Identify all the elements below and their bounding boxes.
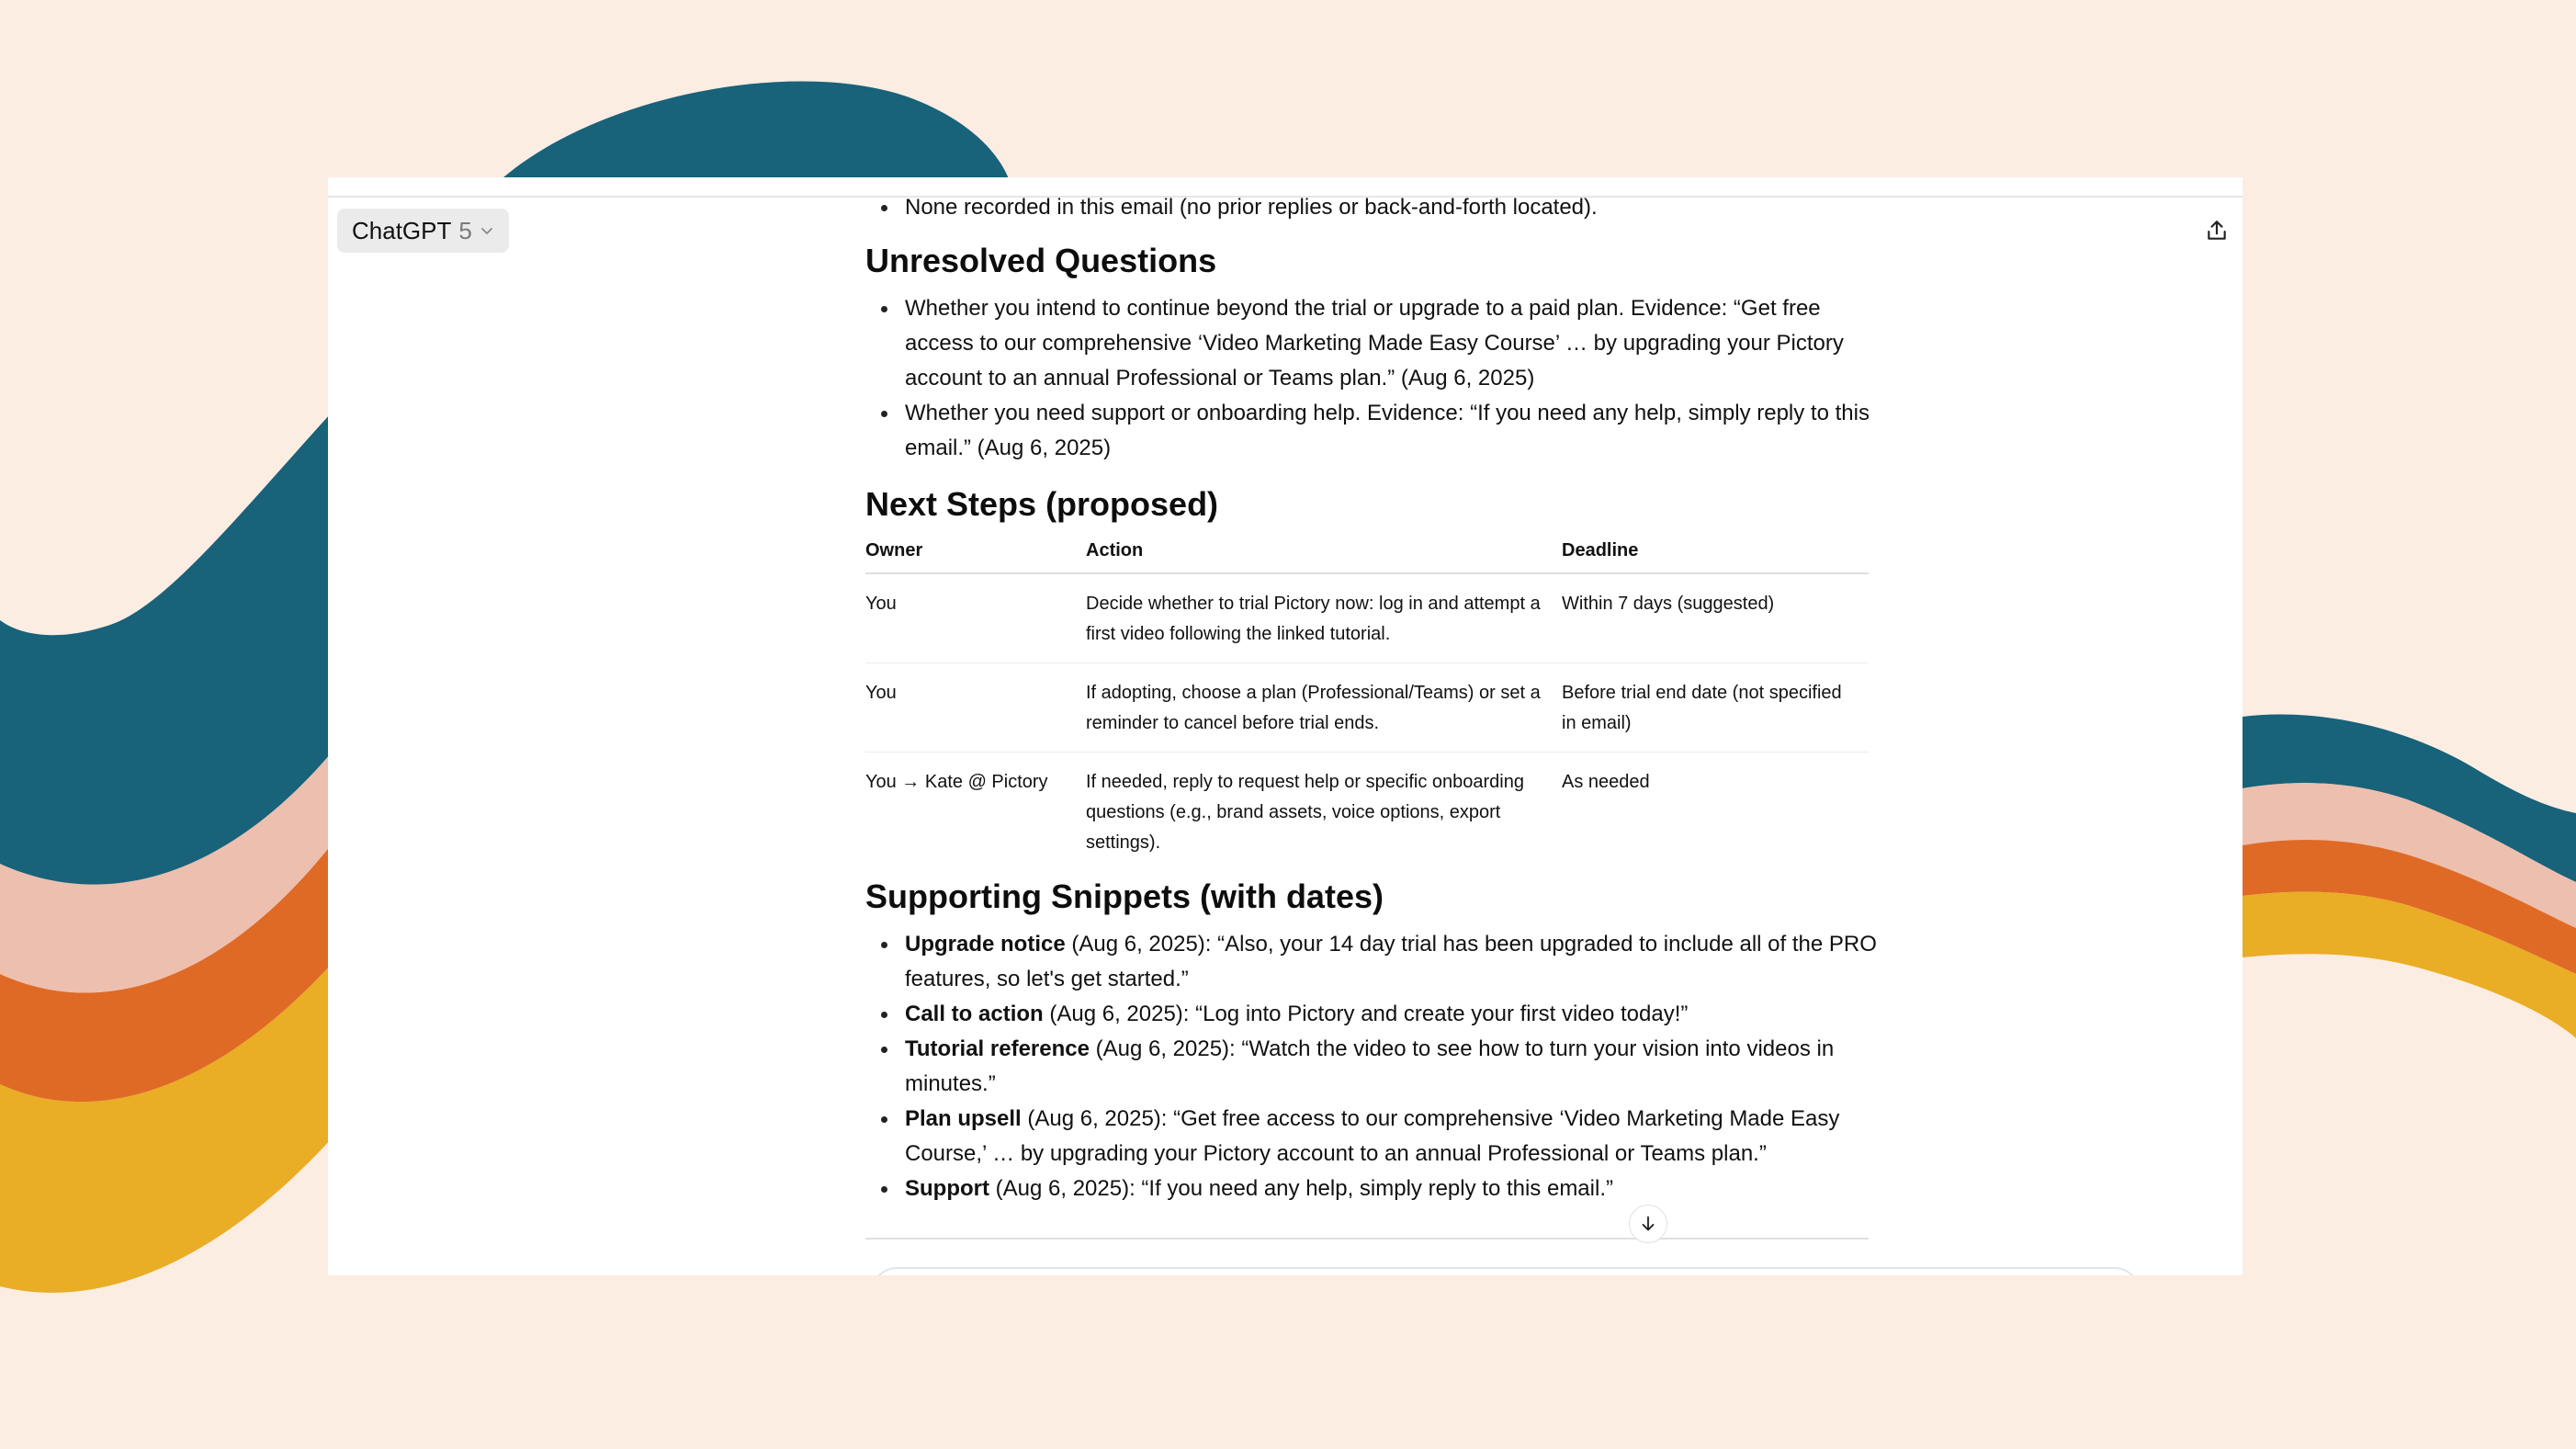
unresolved-heading: Unresolved Questions <box>865 242 1217 279</box>
action-cell: Decide whether to trial Pictory now: log in and attempt a first video following the linked tutorial. <box>1086 573 1562 663</box>
snippet-label: Plan upsell <box>905 1106 1022 1131</box>
table-row <box>865 753 1869 872</box>
snippet-label: Call to action <box>905 1002 1044 1026</box>
snippet-text: (Aug 6, 2025): “Get free access to our comprehensive ‘Video Marketing Made Easy Course,’ … by upgrading your Pictory account to an annual Professional or Teams plan.” <box>905 1106 1840 1166</box>
composer-input[interactable] <box>870 1267 2141 1275</box>
next-steps-heading: Next Steps (proposed) <box>865 485 1219 523</box>
chat-window <box>328 177 2243 1275</box>
scroll-to-bottom-button[interactable] <box>1629 1205 1667 1243</box>
list-item: None recorded in this email (no prior replies or back-and-forth located). <box>865 190 1894 225</box>
owner-cell: You <box>865 573 1086 663</box>
next-steps-table <box>865 538 1869 871</box>
share-button[interactable] <box>2200 214 2233 247</box>
snippet-text: (Aug 6, 2025): “If you need any help, simply reply to this email.” <box>989 1176 1613 1201</box>
action-cell: If adopting, choose a plan (Professional/Teams) or set a reminder to cancel before trial ends. <box>1086 663 1562 753</box>
list-item <box>865 1032 1894 1102</box>
model-selector-button[interactable] <box>337 209 509 253</box>
unresolved-list <box>865 291 1894 466</box>
deadline-cell: Before trial end date (not specified in email) <box>1562 663 1869 753</box>
table-row <box>865 573 1869 663</box>
table-header-row <box>865 538 1869 573</box>
column-header: Action <box>1086 538 1562 573</box>
owner-cell: You → Kate @ Pictory <box>865 772 1048 792</box>
action-cell: If needed, reply to request help or specific onboarding questions (e.g., brand assets, voice options, export settings). <box>1086 772 1524 853</box>
arrow-down-icon <box>1638 1214 1658 1234</box>
chevron-down-icon <box>480 223 494 238</box>
previous-section-list <box>865 190 1894 225</box>
list-item <box>865 927 1894 997</box>
snippet-text: (Aug 6, 2025): “Log into Pictory and create your first video today!” <box>1043 1002 1689 1026</box>
list-item: Whether you need support or onboarding help. Evidence: “If you need any help, simply reply to this email.” (Aug 6, 2025) <box>865 396 1894 466</box>
message-divider <box>865 1238 1869 1240</box>
snippets-heading: Supporting Snippets (with dates) <box>865 877 1384 915</box>
list-item: Whether you intend to continue beyond the trial or upgrade to a paid plan. Evidence: “Get free access to our comprehensive ‘Video Marketing Made Easy Course’ … by upgrading your Pictory account to an annual Professional or Teams plan.” (Aug 6, 2025) <box>865 291 1894 396</box>
column-header: Deadline <box>1562 538 1869 573</box>
deadline-cell: As needed <box>1562 772 1650 792</box>
snippet-label: Tutorial reference <box>905 1036 1090 1061</box>
list-item <box>865 997 1894 1032</box>
top-arc-shape <box>496 81 1011 184</box>
share-icon <box>2205 219 2229 243</box>
model-version: 5 <box>458 216 472 244</box>
list-item <box>865 1102 1894 1172</box>
model-name: ChatGPT <box>352 216 452 244</box>
snippet-text: (Aug 6, 2025): “Watch the video to see how to turn your vision into videos in minutes.” <box>905 1036 1835 1096</box>
owner-cell: You <box>865 663 1086 753</box>
column-header: Owner <box>865 538 1086 573</box>
table-row <box>865 663 1869 753</box>
snippet-label: Upgrade notice <box>905 932 1066 957</box>
snippet-label: Support <box>905 1176 989 1201</box>
snippets-list <box>865 927 1894 1206</box>
snippet-text: (Aug 6, 2025): “Also, your 14 day trial has been upgraded to include all of the PRO features, so let's get started.” <box>905 932 1877 991</box>
list-item <box>865 1172 1894 1206</box>
deadline-cell: Within 7 days (suggested) <box>1562 573 1869 663</box>
